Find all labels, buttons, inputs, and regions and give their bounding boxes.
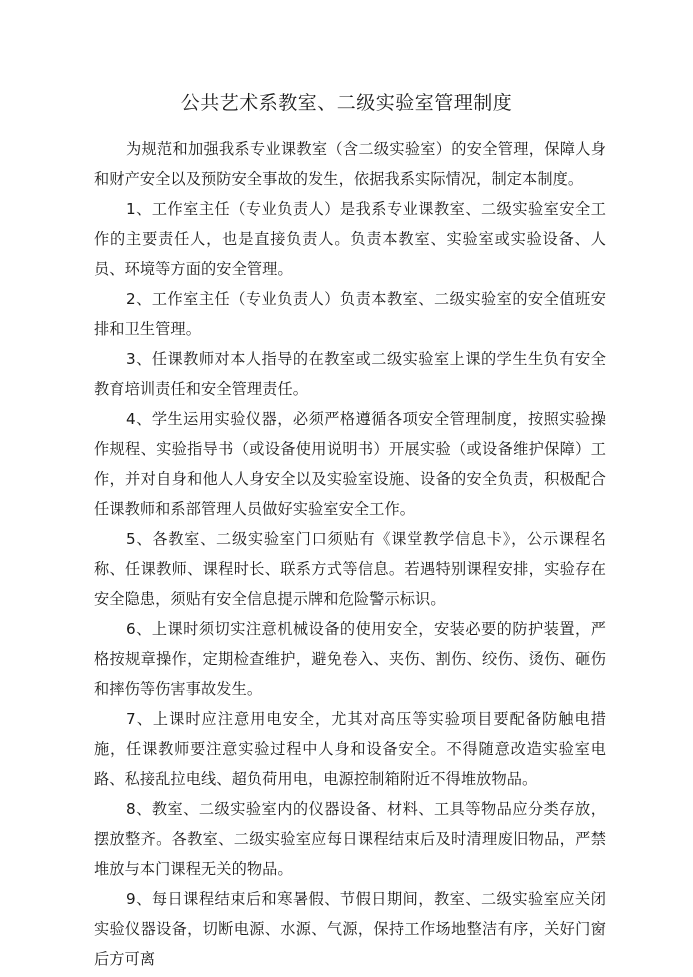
paragraph-item-8: 8、教室、二级实验室内的仪器设备、材料、工具等物品应分类存放，摆放整齐。各教室、二级实验室应每日课程结束后及时清理废旧物品，严禁堆放与本门课程无关的物品。 bbox=[94, 800, 606, 878]
paragraph-item-6: 6、上课时须切实注意机械设备的使用安全，安装必要的防护装置，严格按规章操作，定期检查维护，避免卷入、夹伤、割伤、绞伤、烫伤、砸伤和摔伤等伤害事故发生。 bbox=[94, 620, 606, 698]
paragraph-item-1: 1、工作室主任（专业负责人）是我系专业课教室、二级实验室安全工作的主要责任人，也是直接负责人。负责本教室、实验室或实验设备、人员、环境等方面的安全管理。 bbox=[94, 200, 606, 278]
paragraph-item-2: 2、工作室主任（专业负责人）负责本教室、二级实验室的安全值班安排和卫生管理。 bbox=[94, 290, 606, 338]
paragraph-intro: 为规范和加强我系专业课教室（含二级实验室）的安全管理，保障人身和财产安全以及预防安全事故的发生，依据我系实际情况，制定本制度。 bbox=[94, 140, 606, 188]
paragraph-item-9: 9、每日课程结束后和寒暑假、节假日期间，教室、二级实验室应关闭实验仪器设备，切断电源、水源、气源，保持工作场地整洁有序，关好门窗后方可离 bbox=[94, 890, 606, 968]
paragraph-item-7: 7、上课时应注意用电安全，尤其对高压等实验项目要配备防触电措施，任课教师要注意实验过程中人身和设备安全。不得随意改造实验室电路、私接乱拉电线、超负荷用电，电源控制箱附近不得堆放物品。 bbox=[94, 710, 606, 788]
document-title: 公共艺术系教室、二级实验室管理制度 bbox=[180, 92, 513, 114]
paragraph-item-4: 4、学生运用实验仪器，必须严格遵循各项安全管理制度，按照实验操作规程、实验指导书（或设备使用说明书）开展实验（或设备维护保障）工作，并对自身和他人人身安全以及实验室设施、设备的安全负责，积极配合任课教师和系部管理人员做好实验室安全工作。 bbox=[94, 410, 606, 518]
paragraph-item-3: 3、任课教师对本人指导的在教室或二级实验室上课的学生生负有安全教育培训责任和安全管理责任。 bbox=[94, 350, 606, 398]
paragraph-item-5: 5、各教室、二级实验室门口须贴有《课堂教学信息卡》，公示课程名称、任课教师、课程时长、联系方式等信息。若遇特别课程安排，实验存在安全隐患，须贴有安全信息提示牌和危险警示标识。 bbox=[94, 530, 606, 608]
document-body bbox=[94, 134, 606, 974]
